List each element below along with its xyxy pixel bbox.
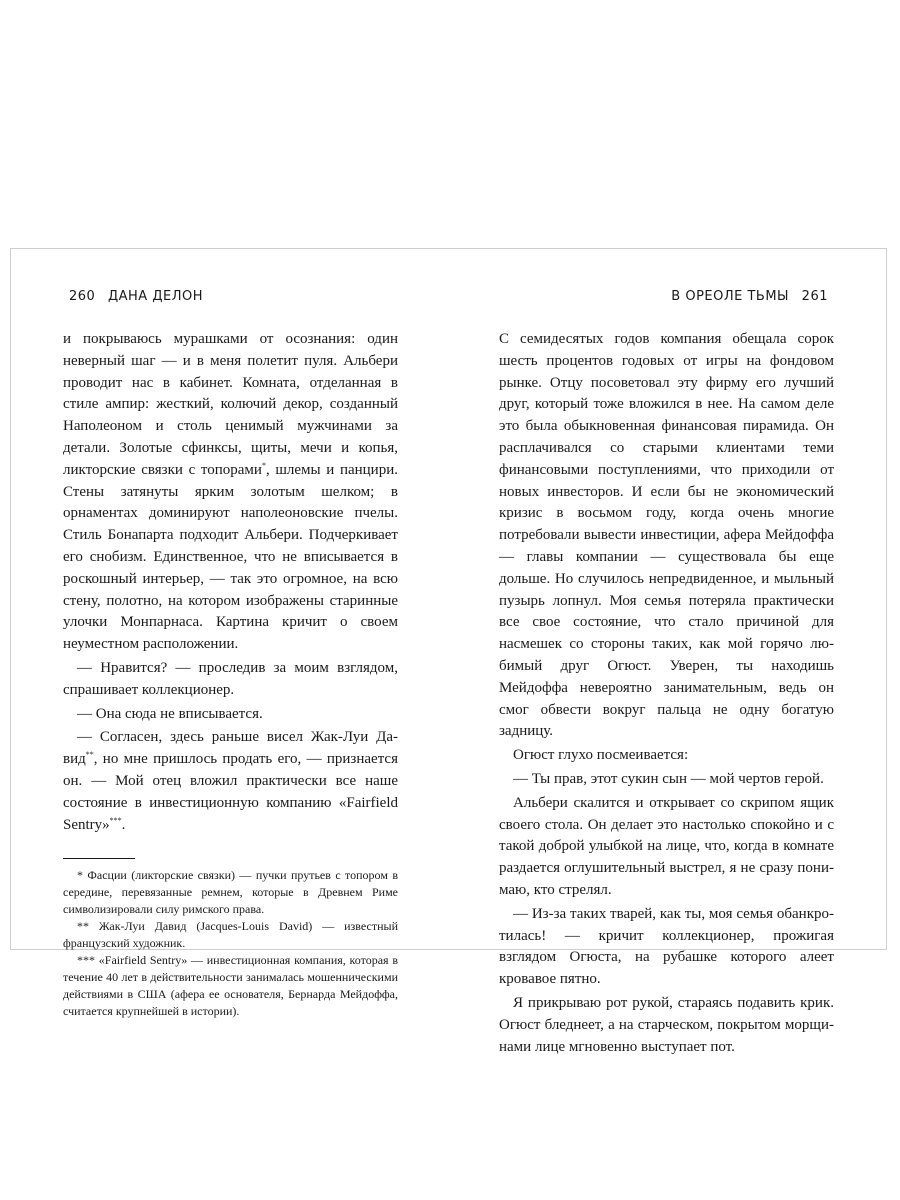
paragraph: Я прикрываю рот рукой, стараясь подавить крик. Огюст бледнеет, а на старческом, покрытом морщинами лице мгновенно выступает пот. bbox=[499, 994, 834, 1055]
paragraph: — Ты прав, этот сукин сын — мой чертов герой. bbox=[513, 770, 824, 787]
right-page-body bbox=[499, 329, 834, 1058]
footnote-divider bbox=[63, 858, 135, 859]
paragraph-text: — Согласен, здесь раньше висел Жак-Луи Давид bbox=[63, 729, 398, 768]
paragraph bbox=[63, 329, 398, 656]
paragraph: — Нравится? — проследив за моим взглядом, спрашивает коллекционер. bbox=[63, 659, 398, 698]
left-page-number: 260 bbox=[69, 289, 96, 304]
paragraph: — Согласен, здесь раньше висел Жак-Луи Давид**, но мне пришлось продать его, — признается он. — Мой отец вложил практически все наше состояние в инвестиционную компанию «Fairfield Sentry»***. bbox=[63, 729, 398, 833]
paragraph: — Она сюда не вписывается. bbox=[77, 705, 263, 722]
paragraph: Огюст глухо посмеивается: bbox=[513, 747, 689, 764]
book-spread bbox=[10, 248, 887, 1055]
right-running-header bbox=[671, 289, 836, 304]
left-running-header bbox=[61, 289, 203, 304]
paragraph: Альбери скалится и открывает со скрипом ящик своего стола. Он делает это настолько спокойно и с такой доброй улыбкой на лице, что, когда в комнате раздается оглушительный выстрел, я не сразу понимаю, кто стрелял. bbox=[499, 794, 834, 898]
footnote-mark: * bbox=[261, 460, 266, 470]
paragraph-text: , шлемы и панцири. Стены затянуты ярким золотым шелком; в орнаментах доминируют наполеоновские пчелы. Стиль Бонапарта подходит Альбери. Подчеркивает его снобизм. Единственное, что не вписывается в роскошный интерьер, — так это огромное, на всю стену, полотно, на котором изображены старинные улочки Монпарнаса. Картина кричит о своем неуместном расположении. bbox=[63, 461, 398, 653]
right-page-number: 261 bbox=[801, 289, 828, 304]
left-page-body bbox=[63, 329, 398, 1020]
paragraph-text: , но мне пришлось продать его, — признается он. — Мой отец вложил практически все наше состояние в инвестиционную компанию «Fairfield Sentry» bbox=[63, 751, 398, 833]
footnote: ** Жак-Луи Давид (Jacques-Louis David) — известный французский художник. bbox=[63, 919, 398, 951]
footnote-mark: *** bbox=[109, 815, 122, 825]
right-running-head: В ОРЕОЛЕ ТЬМЫ bbox=[671, 289, 790, 304]
paragraph: С семидесятых годов компания обещала сорок шесть процентов годовых от игры на фондовом рынке. Отцу посоветовал эту фирму его лучший друг, который тоже вложился в нее. На самом деле это была обыкновенная финансовая пирамида. Он расплачивался со старыми клиентами теми финансовыми поступлениями, что приходили от новых инвесторов. И если бы не экономический кризис в восьмом году, когда очень многие потребовали вывести инвестиции, афера Мейдоффа — главы компании — существовала бы еще дольше. Но случилось непредвиденное, и мыльный пузырь лопнул. Моя семья потеряла практически все свое состояние, что стало причиной для насмешек со стороны таких, как мой горячо любимый друг Огюст. Уверен, ты находишь Мейдоффа невероятно занимательным, ведь он смог обвести вокруг пальца не одну богатую задницу. bbox=[499, 331, 834, 740]
footnote: *** «Fairfield Sentry» — инвестиционная компания, которая в течение 40 лет в действительности занималась мошенническими действиями в США (афера ее основателя, Бернарда Мейдоффа, считается крупнейшей в истории). bbox=[63, 953, 398, 1019]
paragraph-text: и покрываюсь мурашками от осознания: один неверный шаг — и в меня полетит пуля. Альбери проводит нас в кабинет. Комната, отделанная в стиле ампир: жесткий, колючий декор, созданный Наполеоном и столь ценимый мужчинами за детали. Золотые сфинксы, щиты, мечи и копья, ликторские связки с топорами bbox=[63, 331, 398, 478]
paragraph: — Из-за таких тварей, как ты, моя семья обанкротилась! — кричит коллекционер, прожигая взглядом Огюста, на рубашке которого алеет кровавое пятно. bbox=[499, 905, 834, 988]
left-running-head: ДАНА ДЕЛОН bbox=[107, 289, 203, 304]
footnote-mark: ** bbox=[85, 750, 94, 760]
footnote: * Фасции (ликторские связки) — пучки прутьев с топором в середине, перевязанные ремнем, которые в Древнем Риме символизировали силу римского права. bbox=[63, 868, 398, 917]
